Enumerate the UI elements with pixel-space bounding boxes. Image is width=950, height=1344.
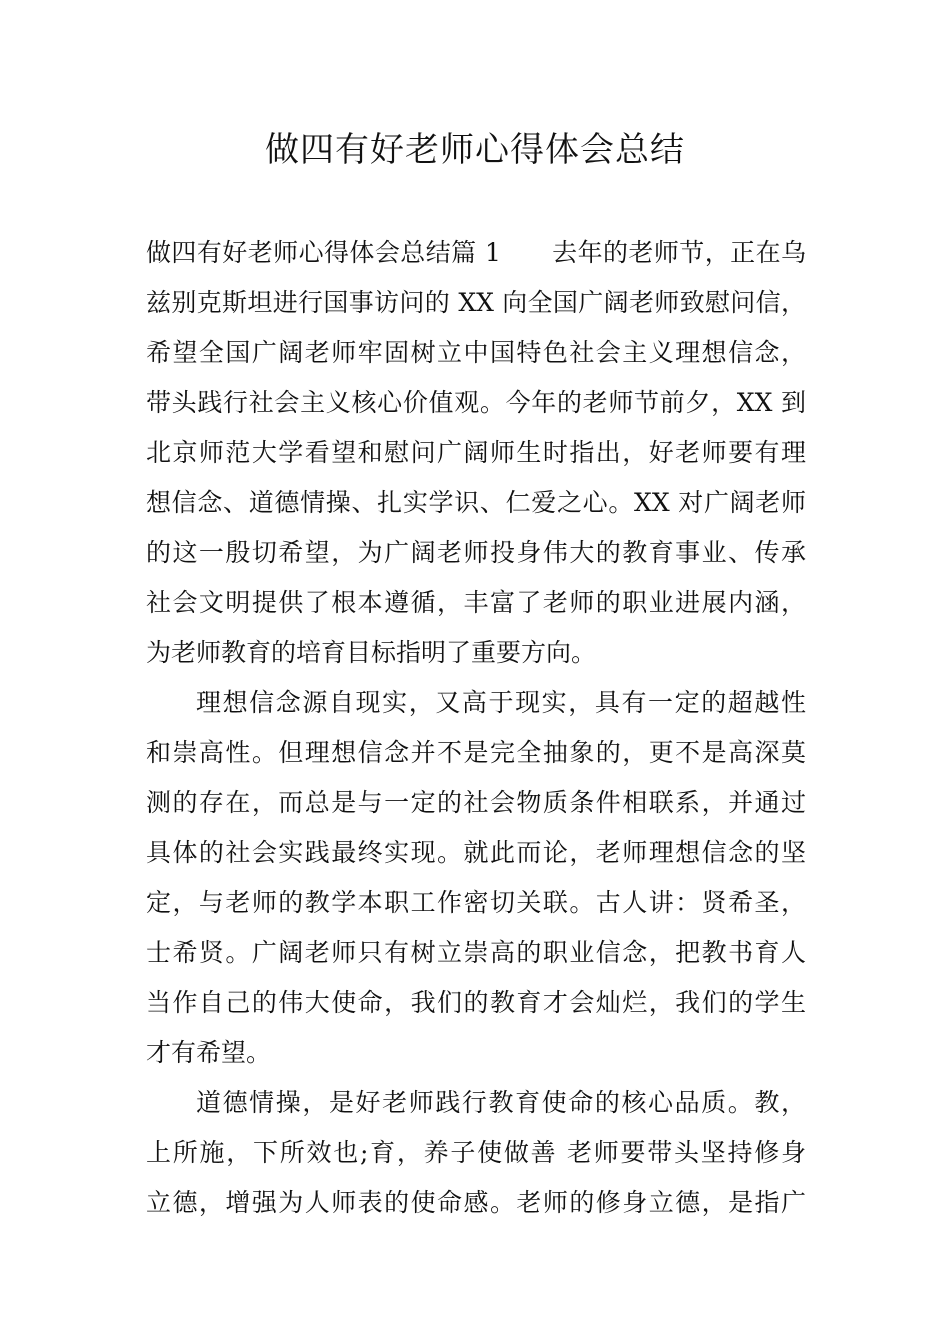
text-line: 想信念、道德情操、扎实学识、仁爱之心。XX 对广阔老师 xyxy=(146,488,806,517)
document-body xyxy=(146,228,806,1228)
text-line: 才有希望。 xyxy=(146,1038,272,1067)
text-line: 的这一殷切希望，为广阔老师投身伟大的教育事业、传承 xyxy=(146,538,806,567)
text-line: 立德，增强为人师表的使命感。老师的修身立德，是指广 xyxy=(146,1188,806,1217)
text-line: 希望全国广阔老师牢固树立中国特色社会主义理想信念， xyxy=(146,338,806,367)
text-line: 理想信念源自现实，又高于现实，具有一定的超越性 xyxy=(196,688,806,717)
text-line: 道德情操，是好老师践行教育使命的核心品质。教， xyxy=(196,1088,806,1117)
text-line: 上所施，下所效也;育，养子使做善 老师要带头坚持修身 xyxy=(146,1138,806,1167)
text-line: 带头践行社会主义核心价值观。今年的老师节前夕，XX 到 xyxy=(146,388,806,417)
text-line: 当作自己的伟大使命，我们的教育才会灿烂，我们的学生 xyxy=(146,988,806,1017)
text-line: 为老师教育的培育目标指明了重要方向。 xyxy=(146,638,597,667)
document-title: 做四有好老师心得体会总结 xyxy=(265,130,685,170)
text-line: 做四有好老师心得体会总结篇 1 去年的老师节，正在乌 xyxy=(146,238,806,267)
text-line: 士希贤。广阔老师只有树立崇高的职业信念，把教书育人 xyxy=(146,938,806,967)
text-line: 测的存在，而总是与一定的社会物质条件相联系，并通过 xyxy=(146,788,806,817)
text-line: 具体的社会实践最终实现。就此而论，老师理想信念的坚 xyxy=(146,838,806,867)
text-line: 和崇高性。但理想信念并不是完全抽象的，更不是高深莫 xyxy=(146,738,806,767)
text-line: 定，与老师的教学本职工作密切关联。古人讲：贤希圣， xyxy=(146,888,806,917)
text-line: 兹别克斯坦进行国事访问的 XX 向全国广阔老师致慰问信， xyxy=(146,288,806,317)
text-line: 社会文明提供了根本遵循，丰富了老师的职业进展内涵， xyxy=(146,588,806,617)
text-line: 北京师范大学看望和慰问广阔师生时指出，好老师要有理 xyxy=(146,438,806,467)
